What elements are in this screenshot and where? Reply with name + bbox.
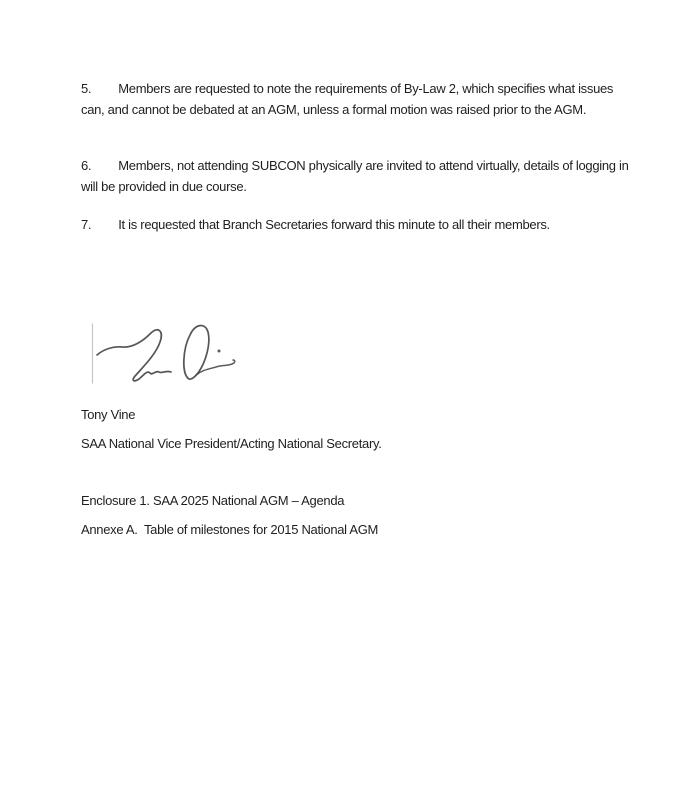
paragraph-5: [81, 78, 635, 120]
signatory-name: Tony Vine: [81, 407, 136, 422]
paragraph-6-number: 6.: [81, 158, 92, 173]
signatory-title: SAA National Vice President/Acting National Secretary.: [81, 436, 382, 451]
paragraph-7: [81, 214, 635, 235]
annexe-line: Annexe A. Table of milestones for 2015 National AGM: [81, 522, 379, 537]
signature-dot: [218, 350, 221, 353]
signature-image: [84, 314, 256, 396]
paragraph-6-text: Members, not attending SUBCON physically are invited to attend virtually, details of logging in will be provided in due course.: [81, 158, 632, 194]
paragraph-7-number: 7.: [81, 217, 92, 232]
signature-handwriting-icon: [84, 314, 256, 396]
paragraph-5-number: 5.: [81, 81, 92, 96]
paragraph-7-text: It is requested that Branch Secretaries forward this minute to all their members.: [118, 217, 550, 232]
paragraph-5-text: Members are requested to note the requirements of By-Law 2, which specifies what issues can, and cannot be debated at an AGM, unless a formal motion was raised prior to the AGM.: [81, 81, 617, 117]
enclosure-line: Enclosure 1. SAA 2025 National AGM – Agenda: [81, 493, 345, 508]
paragraph-6: [81, 155, 635, 197]
